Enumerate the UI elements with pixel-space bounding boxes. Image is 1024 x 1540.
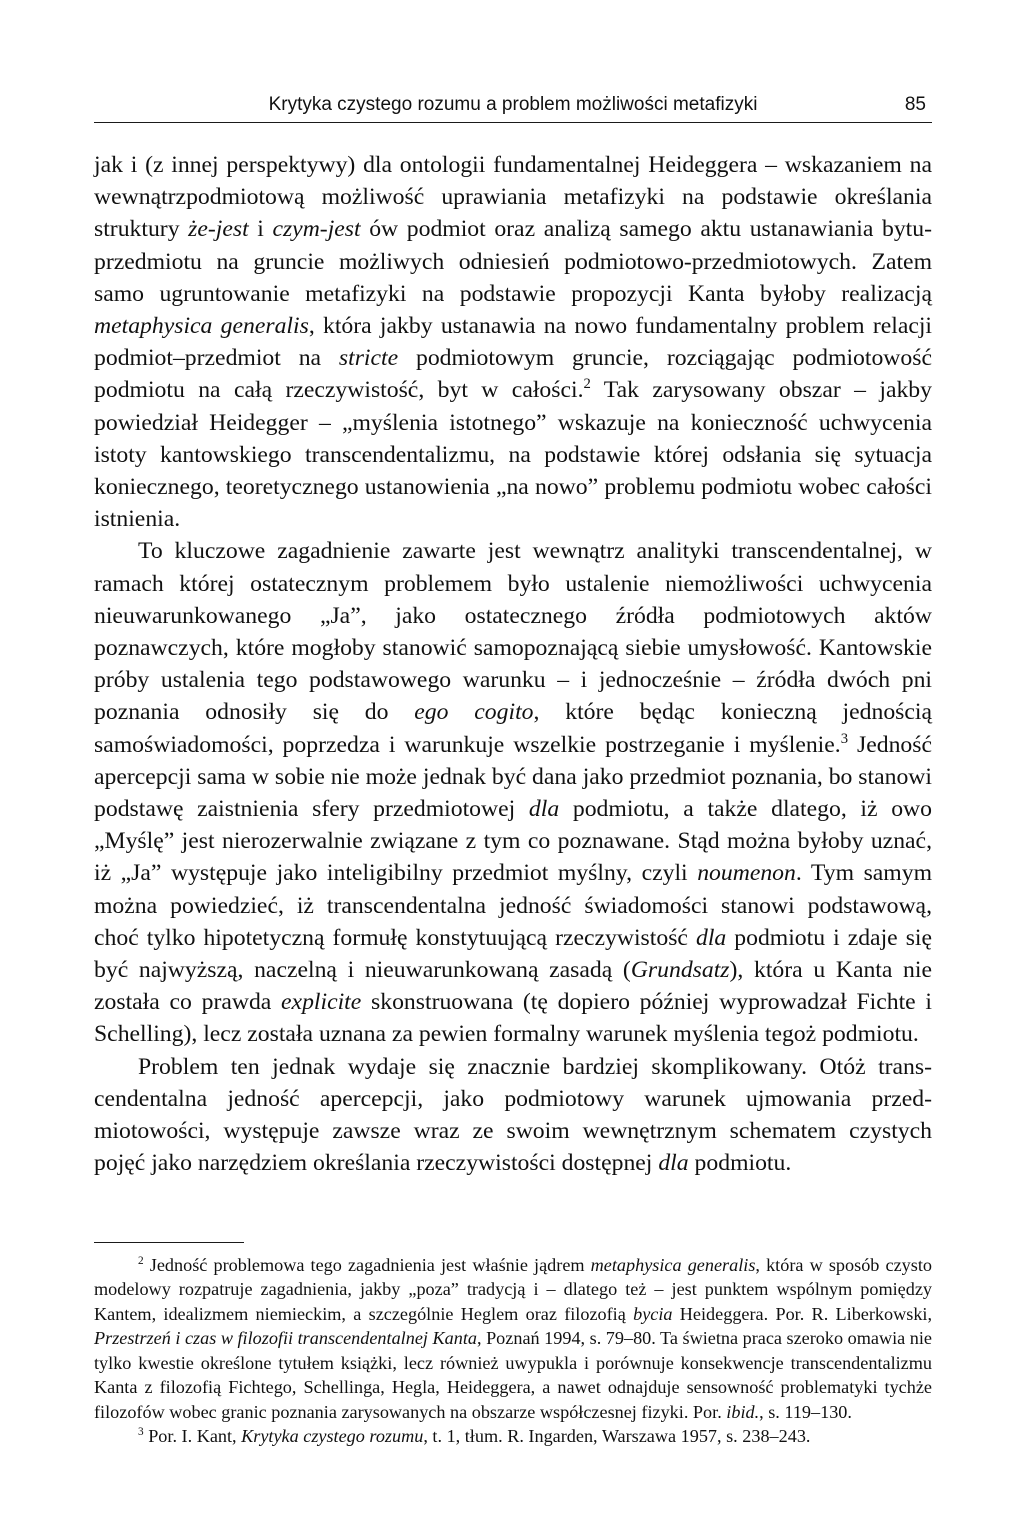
italic-term: noumenon <box>697 860 796 887</box>
footnote-3 <box>94 1424 932 1449</box>
text-run: ), która u Kanta nie została co prawda <box>94 957 932 1016</box>
text-run: Problem ten jednak wydaje się znacznie bardziej skomplikowany. Otóż transcendentalna jedność apercepcji, jako podmiotowy warunek ujmowania przedmiotowości, występuje zawsze wraz ze swoim wewnętrznym schematem czystych pojęć jako narzędziem określania rzeczywistości dostępnej <box>94 1053 932 1177</box>
running-title: Krytyka czystego rozumu a problem możliwości metafizyki <box>268 94 758 115</box>
text-run: , s. 119–130. <box>759 1401 852 1422</box>
footnote-reference[interactable]: 3 <box>840 730 849 747</box>
paragraph-1 <box>94 149 932 535</box>
text-run: , które będąc konieczną jednością samoświadomości, poprzedza i warunkuje wszelkie postrzeganie i myślenie. <box>94 699 932 758</box>
footnote-2 <box>94 1253 932 1425</box>
text-run: , która jakby ustanawia na nowo fundamentalny problem relacji podmiot–przedmiot na <box>94 313 933 372</box>
text-run: podmiotu. <box>688 1150 792 1177</box>
running-header <box>94 88 932 123</box>
footnote-number: 3 <box>138 1425 144 1438</box>
italic-term: dla <box>528 796 560 823</box>
italic-term: metaphysica generalis <box>590 1254 756 1275</box>
text-run: , t. 1, tłum. R. Ingarden, Warszawa 1957, s. 238–243. <box>423 1426 811 1446</box>
text-run: skonstruowana (tę dopiero później wyprowadzał Fichte i Schelling), lecz została uznana za pewien formalny warunek myślenia tegoż podmiotu. <box>94 989 932 1048</box>
footnote-separator <box>94 1242 244 1243</box>
italic-term: metaphysica generalis <box>94 313 309 340</box>
italic-term: stricte <box>338 345 399 372</box>
italic-title: Przestrzeń i czas w filozofii transcendentalnej Kanta <box>94 1328 477 1348</box>
text-run: podmiotowym gruncie, rozciągając podmiotowość podmiotu na całą rzeczywistość, byt w całości. <box>94 345 932 404</box>
footnote-reference[interactable]: 2 <box>583 376 591 393</box>
italic-term: explicite <box>281 989 362 1016</box>
footnotes <box>94 1253 932 1449</box>
italic-term: że-jest <box>188 216 249 243</box>
text-run: , która w sposób czysto modelowy rozpatruje zagadnienia, jakby „poza” tradycją i – dlatego też – jest punktem wspólnym pomiędzy Kantem, idealizmem niemieckim, a szczególnie Heglem oraz filozofią <box>94 1254 932 1324</box>
text-run: Por. I. Kant, <box>143 1426 242 1446</box>
text-run: . Tym samym można powiedzieć, iż transcendentalna jedność świadomości stanowi podstawową, choć tylko hipotetyczną formułę konstytuującą rzeczywistość <box>94 860 932 951</box>
text-run: podmiotu, a także dlatego, iż owo „Myślę” jest nierozerwalnie związane z tym co poznawane. Stąd można byłoby uznać, iż „Ja” występuje jako inteligibilny przedmiot myślny, czyli <box>94 796 932 887</box>
text-run: Heideggera. Por. R. Liberkowski, <box>672 1303 933 1324</box>
page-number: 85 <box>904 94 926 115</box>
italic-term: dla <box>658 1150 689 1177</box>
text-run: jak i (z innej perspektywy) dla ontologii fundamentalnej Heideggera – wskazaniem na wewnątrzpodmiotową możliwość uprawiania metafizyki na podstawie określania struktury <box>94 152 932 243</box>
italic-term: bycia <box>633 1303 673 1324</box>
text-run: , Poznań 1994, s. 79–80. Ta świetna praca szeroko omawia nie tylko kwestie określone tytułem książki, lecz również uwypukla i porównuje konsekwencje transcendentalizmu Kanta z filozofią Fichtego, Schellinga, Hegla, Heideggera, a nawet odnajduje sensowność problematyki tychże filozofów wobec granic poznania zarysowanych na obszarze współczesnej fizyki. Por. <box>94 1328 932 1422</box>
paragraph-3 <box>94 1051 932 1180</box>
text-run: ów podmiot oraz analizą samego aktu ustanawiania bytu-przedmiotu na gruncie możliwych odniesień podmiotowo-przedmiotowych. Zatem samo ugruntowanie metafizyki na podstawie propozycji Kanta byłoby realizacją <box>94 216 932 307</box>
text-run: Tak zarysowany obszar – jakby powiedział Heidegger – „myślenia istotnego” wskazuje na konieczność uchwycenia istoty kantowskiego transcendentalizmu, na podstawie której odsłania się sytuacja koniecznego, teoretycznego ustanowienia „na nowo” problemu podmiotu wobec całości istnienia. <box>94 377 932 533</box>
book-page <box>94 88 932 1518</box>
italic-term: ego cogito <box>414 699 534 726</box>
text-run: i <box>248 216 273 243</box>
footnote-number: 2 <box>138 1254 144 1267</box>
paragraph-2 <box>94 535 932 1050</box>
body-text <box>94 149 932 1180</box>
italic-title: Krytyka czystego rozumu <box>241 1426 424 1446</box>
italic-term: czym-jest <box>272 216 361 243</box>
text-run: podmiotu i zdaje się być najwyższą, naczelną i nieuwarunkowaną zasadą ( <box>94 924 933 984</box>
text-run: To kluczowe zagadnienie zawarte jest wewnątrz analityki transcendentalnej, w ramach której ostatecznym problemem było ustalenie niemożliwości uchwycenia nieuwarunkowanego „Ja”, jako ostatecznego źródła podmiotowych aktów poznawczych, które mogłoby stanowić samopoznającą siebie umysłowość. Kantowskie próby ustalenia tego podstawowego warunku – i jednocześnie – źródła dwóch pni poznania odnosiły się do <box>94 538 932 726</box>
text-run: Jedność apercepcji sama w sobie nie może jednak być dana jako przedmiot poznania, bo stanowi podstawę zaistnienia sfery przedmiotowej <box>94 731 932 823</box>
italic-term: Grundsatz <box>630 957 730 984</box>
italic-term: ibid. <box>726 1401 760 1422</box>
text-run: Jedność problemowa tego zagadnienia jest właśnie jądrem <box>143 1254 591 1275</box>
italic-term: dla <box>695 924 727 951</box>
